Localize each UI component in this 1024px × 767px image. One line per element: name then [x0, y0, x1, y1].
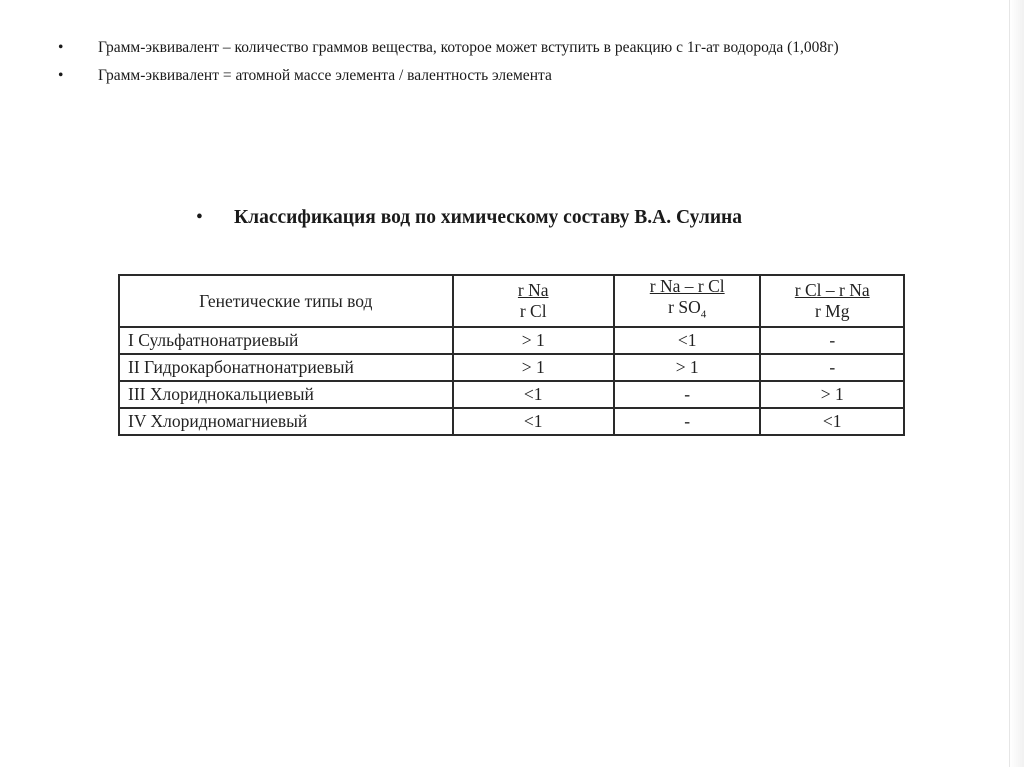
- ratio-numerator: r Na – r Cl: [649, 276, 725, 297]
- value-cell: -: [614, 408, 761, 435]
- value-cell: > 1: [453, 354, 614, 381]
- value-cell: -: [760, 327, 904, 354]
- value-cell: > 1: [760, 381, 904, 408]
- ratio-numerator: r Cl – r Na: [794, 280, 870, 300]
- value-cell: <1: [760, 408, 904, 435]
- table-row: [119, 354, 904, 381]
- definition-item: [58, 65, 938, 86]
- bullet-icon: •: [58, 39, 64, 56]
- section-heading: [196, 205, 956, 231]
- slide-edge-shadow: [1009, 0, 1024, 767]
- definition-list: [58, 37, 938, 93]
- value-cell: <1: [453, 381, 614, 408]
- table-row: [119, 408, 904, 435]
- table-header-row: [119, 275, 904, 327]
- water-type-cell: II Гидрокарбонатнонатриевый: [119, 354, 453, 381]
- heading-text: Классификация вод по химическому составу В.А. Сулина: [234, 207, 743, 228]
- ratio-denominator: [621, 297, 754, 326]
- bullet-icon: •: [196, 207, 203, 228]
- value-cell: -: [760, 354, 904, 381]
- water-type-cell: III Хлориднокальциевый: [119, 381, 453, 408]
- denominator-subscript: 4: [700, 308, 707, 321]
- value-cell: <1: [614, 327, 761, 354]
- value-cell: -: [614, 381, 761, 408]
- water-type-cell: I Сульфатнонатриевый: [119, 327, 453, 354]
- definition-text: Грамм-эквивалент – количество граммов вещества, которое может вступить в реакцию с 1г-ат водорода (1,008г): [98, 39, 839, 56]
- header-genetic-types: Генетические типы вод: [119, 275, 453, 327]
- header-ratio-cl-na-mg: [760, 275, 904, 327]
- ratio-numerator: r Na: [517, 280, 549, 300]
- ratio-denominator: r Cl: [519, 301, 547, 321]
- bullet-icon: •: [58, 67, 64, 84]
- value-cell: > 1: [453, 327, 614, 354]
- definition-item: [58, 37, 938, 58]
- denominator-base: r SO: [668, 297, 701, 318]
- ratio-denominator: r Mg: [814, 301, 850, 321]
- header-ratio-na-cl-so4: [614, 275, 761, 327]
- value-cell: > 1: [614, 354, 761, 381]
- table-row: [119, 381, 904, 408]
- header-ratio-na-cl: [453, 275, 614, 327]
- table-row: [119, 327, 904, 354]
- value-cell: <1: [453, 408, 614, 435]
- definition-text: Грамм-эквивалент = атомной массе элемента / валентность элемента: [98, 67, 552, 84]
- water-type-cell: IV Хлоридномагниевый: [119, 408, 453, 435]
- classification-table: [118, 274, 905, 436]
